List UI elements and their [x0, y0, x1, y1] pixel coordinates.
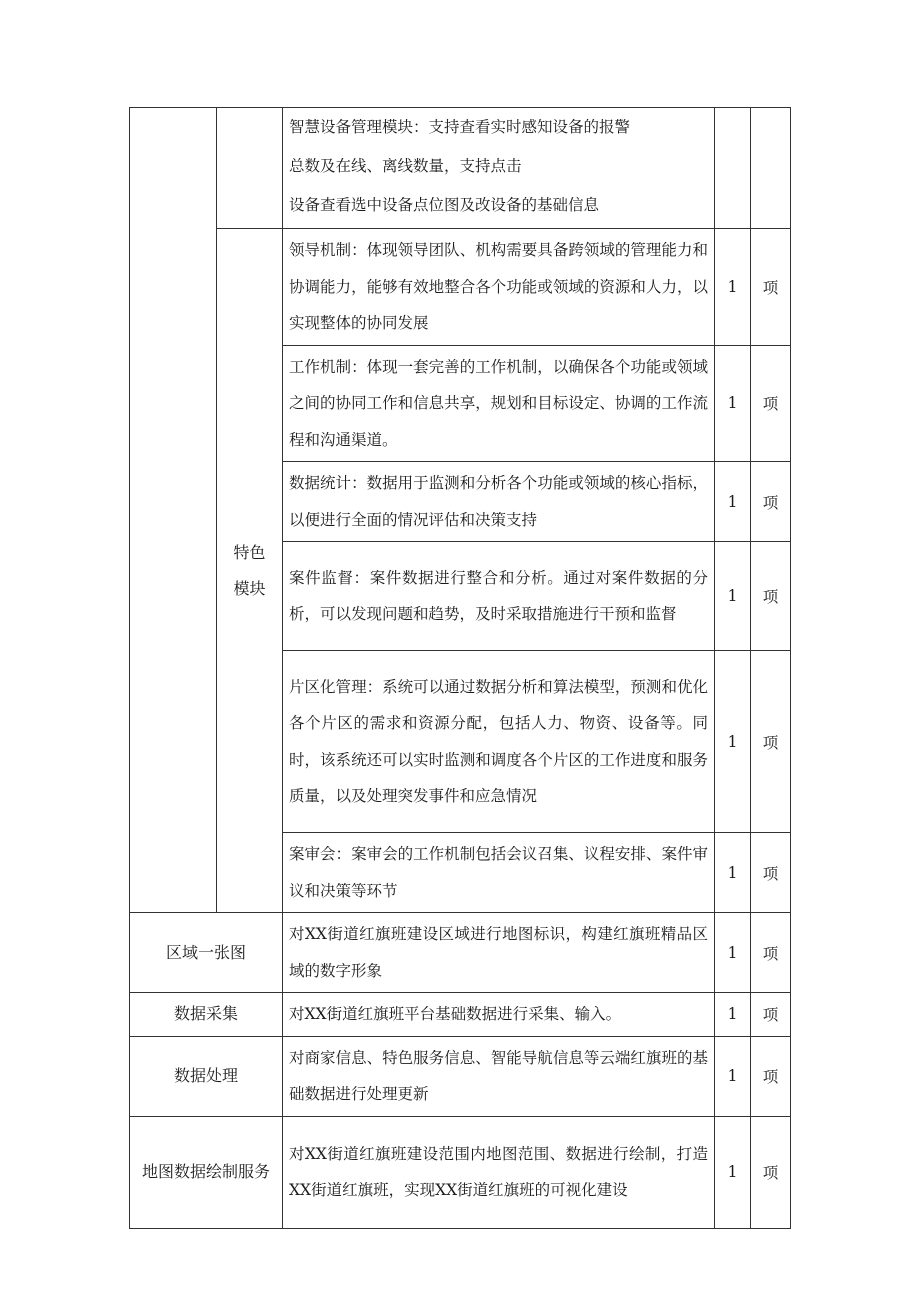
- quantity-cell: 1: [715, 1036, 751, 1116]
- desc-line: 智慧设备管理模块：支持查看实时感知设备的报警: [289, 118, 631, 136]
- table-row: [130, 913, 791, 993]
- table-row: [130, 993, 791, 1037]
- unit-cell: 项: [751, 462, 791, 542]
- unit-cell: 项: [751, 993, 791, 1037]
- unit-cell: 项: [751, 229, 791, 346]
- description-cell: 对XX街道红旗班建设区域进行地图标识，构建红旗班精品区域的数字形象: [283, 913, 715, 993]
- quantity-cell: 1: [715, 229, 751, 346]
- desc-line: 设备查看选中设备点位图及改设备的基础信息: [289, 196, 600, 214]
- subcategory-cell-empty: [217, 108, 283, 229]
- description-cell: 对XX街道红旗班平台基础数据进行采集、输入。: [283, 993, 715, 1037]
- description-cell: 工作机制：体现一套完善的工作机制，以确保各个功能或领域之间的协同工作和信息共享，规划和目标设定、协调的工作流程和沟通渠道。: [283, 345, 715, 462]
- table-row: [130, 1036, 791, 1116]
- feature-module-label: [217, 229, 283, 913]
- unit-cell: 项: [751, 1116, 791, 1228]
- quantity-cell: 1: [715, 1116, 751, 1228]
- category-cell-empty: [130, 108, 217, 913]
- description-cell: 对商家信息、特色服务信息、智能导航信息等云端红旗班的基础数据进行处理更新: [283, 1036, 715, 1116]
- item-label: 区域一张图: [130, 913, 283, 993]
- table-row: [130, 229, 791, 346]
- description-cell: 领导机制：体现领导团队、机构需要具备跨领域的管理能力和协调能力，能够有效地整合各个功能或领域的资源和人力，以实现整体的协同发展: [283, 229, 715, 346]
- quantity-cell: 1: [715, 833, 751, 913]
- description-cell: 案审会：案审会的工作机制包括会议召集、议程安排、案件审议和决策等环节: [283, 833, 715, 913]
- unit-cell: 项: [751, 913, 791, 993]
- unit-cell: 项: [751, 1036, 791, 1116]
- item-label: 地图数据绘制服务: [130, 1116, 283, 1228]
- unit-cell: 项: [751, 345, 791, 462]
- spec-table: [129, 107, 791, 1229]
- unit-cell: 项: [751, 542, 791, 651]
- item-label: 数据处理: [130, 1036, 283, 1116]
- description-cell: 案件监督：案件数据进行整合和分析。通过对案件数据的分析，可以发现问题和趋势，及时采取措施进行干预和监督: [283, 542, 715, 651]
- table-row: [130, 108, 791, 229]
- unit-cell-empty: [751, 108, 791, 229]
- quantity-cell: 1: [715, 993, 751, 1037]
- item-label: 数据采集: [130, 993, 283, 1037]
- quantity-cell: 1: [715, 462, 751, 542]
- unit-cell: 项: [751, 651, 791, 833]
- description-cell: 数据统计：数据用于监测和分析各个功能或领域的核心指标，以便进行全面的情况评估和决策支持: [283, 462, 715, 542]
- desc-line: 总数及在线、离线数量，支持点击: [289, 157, 522, 175]
- table-row: [130, 1116, 791, 1228]
- quantity-cell: 1: [715, 913, 751, 993]
- description-cell: 对XX街道红旗班建设范围内地图范围、数据进行绘制，打造XX街道红旗班，实现XX街道红旗班的可视化建设: [283, 1116, 715, 1228]
- feature-label-line: 模块: [233, 578, 266, 598]
- unit-cell: 项: [751, 833, 791, 913]
- feature-label-line: 特色: [233, 542, 266, 562]
- description-cell: [283, 108, 715, 229]
- quantity-cell: 1: [715, 651, 751, 833]
- quantity-cell-empty: [715, 108, 751, 229]
- quantity-cell: 1: [715, 542, 751, 651]
- description-cell: 片区化管理：系统可以通过数据分析和算法模型，预测和优化各个片区的需求和资源分配，包括人力、物资、设备等。同时，该系统还可以实时监测和调度各个片区的工作进度和服务质量，以及处理突发事件和应急情况: [283, 651, 715, 833]
- quantity-cell: 1: [715, 345, 751, 462]
